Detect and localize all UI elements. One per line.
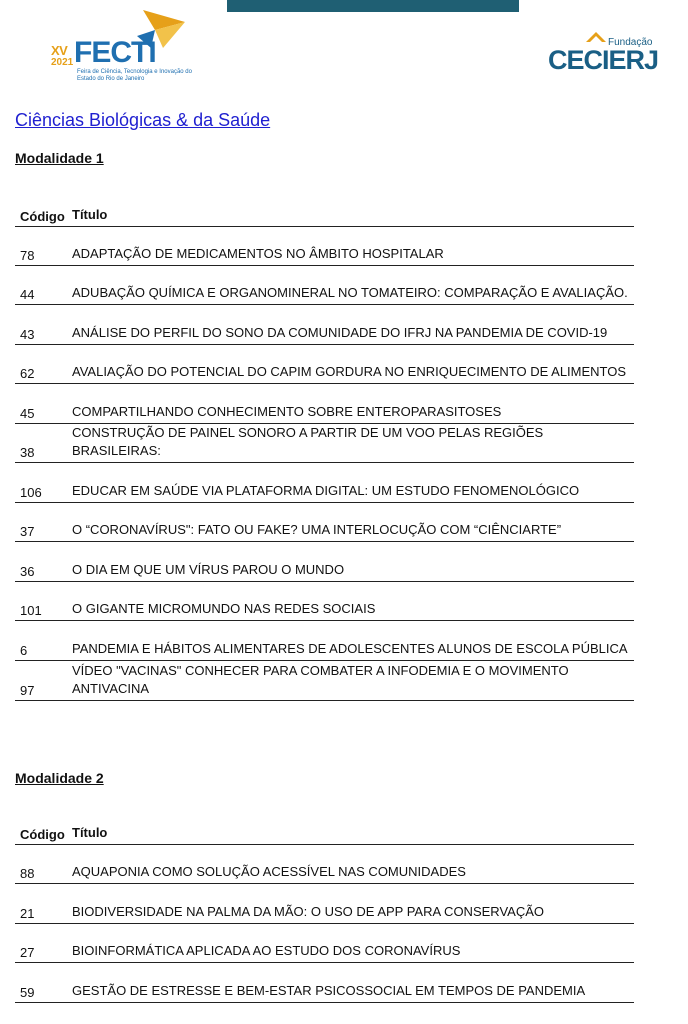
row-code: 44 xyxy=(20,287,35,302)
row-title: ANÁLISE DO PERFIL DO SONO DA COMUNIDADE DO IFRJ NA PANDEMIA DE COVID-19 xyxy=(72,325,608,340)
table-row xyxy=(15,582,634,621)
header-title: Título xyxy=(72,825,108,840)
row-title: GESTÃO DE ESTRESSE E BEM-ESTAR PSICOSSOCIAL EM TEMPOS DE PANDEMIA xyxy=(72,983,586,998)
table-row xyxy=(15,963,634,1003)
row-code: 36 xyxy=(20,564,35,579)
row-title: O DIA EM QUE UM VÍRUS PAROU O MUNDO xyxy=(72,562,345,577)
row-title: BIOINFORMÁTICA APLICADA AO ESTUDO DOS CORONAVÍRUS xyxy=(72,943,461,958)
table-row xyxy=(15,661,634,701)
row-title: COMPARTILHANDO CONHECIMENTO SOBRE ENTEROPARASITOSES xyxy=(72,404,502,419)
table-row xyxy=(15,845,634,884)
row-code: 6 xyxy=(20,643,28,658)
table-row xyxy=(15,227,634,266)
modalidade-2-title: Modalidade 2 xyxy=(15,770,104,786)
row-title: CONSTRUÇÃO DE PAINEL SONORO A PARTIR DE UM VOO PELAS REGIÕES BRASILEIRAS: xyxy=(72,425,544,458)
top-decorative-bar xyxy=(227,0,519,12)
fecti-year: 2021 xyxy=(51,57,74,68)
table-row xyxy=(15,542,634,582)
row-code: 38 xyxy=(20,445,35,460)
cecierj-name: CECIERJ xyxy=(548,45,659,75)
row-code: 37 xyxy=(20,524,35,539)
section-title-link[interactable]: Ciências Biológicas & da Saúde xyxy=(15,110,271,130)
row-title: AVALIAÇÃO DO POTENCIAL DO CAPIM GORDURA NO ENRIQUECIMENTO DE ALIMENTOS xyxy=(72,364,627,379)
row-title: O “CORONAVÍRUS": FATO OU FAKE? UMA INTERLOCUÇÃO COM “CIÊNCIARTE” xyxy=(72,522,562,537)
fecti-logo xyxy=(45,8,195,84)
row-code: 78 xyxy=(20,248,35,263)
table-row xyxy=(15,884,634,924)
table-row xyxy=(15,266,634,305)
row-code: 106 xyxy=(20,485,42,500)
table-row xyxy=(15,384,634,424)
table-row xyxy=(15,503,634,542)
fecti-edition: XV xyxy=(51,43,68,58)
row-code: 27 xyxy=(20,945,35,960)
row-title: ADUBAÇÃO QUÍMICA E ORGANOMINERAL NO TOMATEIRO: COMPARAÇÃO E AVALIAÇÃO. xyxy=(72,285,628,300)
header-code: Código xyxy=(20,209,65,224)
modalidade-1-title: Modalidade 1 xyxy=(15,150,104,166)
table-row xyxy=(15,345,634,384)
table-row xyxy=(15,305,634,345)
row-code: 59 xyxy=(20,985,35,1000)
table-row xyxy=(15,924,634,963)
fecti-tagline: Feira de Ciência, Tecnologia e Inovação do Estado do Rio de Janeiro xyxy=(77,69,192,82)
modalidade-1-table xyxy=(15,197,634,701)
row-code: 45 xyxy=(20,406,35,421)
table-row xyxy=(15,424,634,463)
table-row xyxy=(15,621,634,661)
row-code: 21 xyxy=(20,906,35,921)
row-title: BIODIVERSIDADE NA PALMA DA MÃO: O USO DE APP PARA CONSERVAÇÃO xyxy=(72,904,544,919)
table-row xyxy=(15,463,634,503)
cecierj-prefix: Fundação xyxy=(608,37,653,48)
fecti-name: FECTI xyxy=(74,36,156,69)
row-code: 43 xyxy=(20,327,35,342)
row-title: ADAPTAÇÃO DE MEDICAMENTOS NO ÂMBITO HOSPITALAR xyxy=(72,246,444,261)
table-header-row xyxy=(15,197,634,227)
row-title: PANDEMIA E HÁBITOS ALIMENTARES DE ADOLESCENTES ALUNOS DE ESCOLA PÚBLICA xyxy=(72,641,628,656)
row-code: 62 xyxy=(20,366,35,381)
row-title: AQUAPONIA COMO SOLUÇÃO ACESSÍVEL NAS COMUNIDADES xyxy=(72,864,466,879)
header-title: Título xyxy=(72,207,108,222)
modalidade-2-table xyxy=(15,815,634,1003)
row-title: VÍDEO "VACINAS" CONHECER PARA COMBATER A INFODEMIA E O MOVIMENTO ANTIVACINA xyxy=(72,663,569,696)
table-header-row xyxy=(15,815,634,845)
cecierj-roof-icon xyxy=(586,30,610,44)
row-code: 88 xyxy=(20,866,35,881)
cecierj-logo xyxy=(548,30,658,82)
header-code: Código xyxy=(20,827,65,842)
row-code: 97 xyxy=(20,683,35,698)
row-title: EDUCAR EM SAÚDE VIA PLATAFORMA DIGITAL: UM ESTUDO FENOMENOLÓGICO xyxy=(72,483,580,498)
row-title: O GIGANTE MICROMUNDO NAS REDES SOCIAIS xyxy=(72,601,376,616)
row-code: 101 xyxy=(20,603,42,618)
